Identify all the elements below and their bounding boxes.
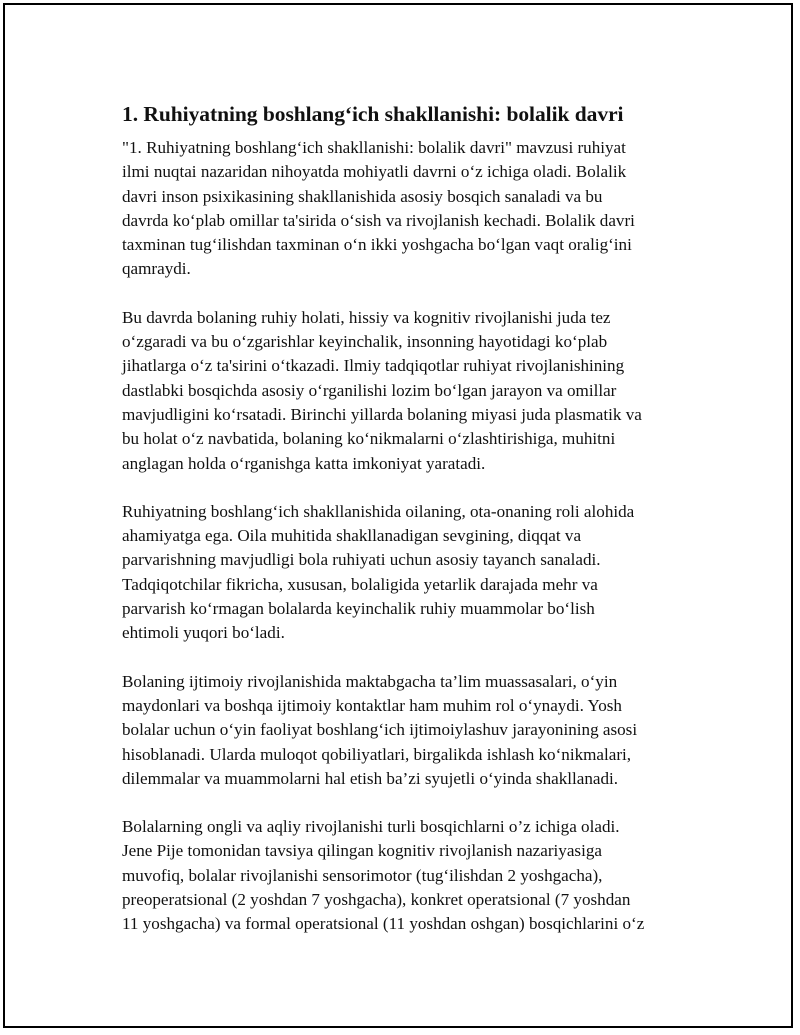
paragraph-line: parvarishning mavjudligi bola ruhiyati uchun asosiy tayanch sanaladi. [122, 550, 601, 570]
paragraph-line: 11 yoshgacha) va formal operatsional (11 yoshdan oshgan) bosqichlarini o‘z [122, 914, 645, 934]
paragraph-line: ilmi nuqtai nazaridan nihoyatda mohiyatli davrni o‘z ichiga oladi. Bolalik [122, 162, 627, 182]
page-frame [3, 3, 793, 1028]
paragraph-line: preoperatsional (2 yoshdan 7 yoshgacha), konkret operatsional (7 yoshdan [122, 890, 631, 910]
paragraph-4 [122, 670, 692, 791]
paragraph-line: Bolalarning ongli va aqliy rivojlanishi turli bosqichlarni o’z ichiga oladi. [122, 817, 620, 837]
paragraph-line: dastlabki bosqichda asosiy o‘rganilishi lozim bo‘lgan jarayon va omillar [122, 380, 617, 400]
paragraph-line: Jene Pije tomonidan tavsiya qilingan kognitiv rivojlanish nazariyasiga [122, 841, 602, 861]
document-body [122, 100, 692, 961]
paragraph-line: hisoblanadi. Ularda muloqot qobiliyatlari, birgalikda ishlash ko‘nikmalari, [122, 744, 632, 764]
paragraph-line: jihatlarga o‘z ta'sirini o‘tkazadi. Ilmiy tadqiqotlar ruhiyat rivojlanishining [122, 356, 625, 376]
paragraph-line: dilemmalar va muammolarni hal etish ba’zi syujetli o‘yinda shakllanadi. [122, 768, 619, 788]
paragraph-3 [122, 500, 692, 646]
paragraph-line: qamraydi. [122, 259, 191, 279]
paragraph-line: Bu davrda bolaning ruhiy holati, hissiy va kognitiv rivojlanishi juda tez [122, 307, 611, 327]
paragraph-line: Bolaning ijtimoiy rivojlanishida maktabgacha ta’lim muassasalari, o‘yin [122, 671, 618, 691]
paragraph-line: muvofiq, bolalar rivojlanishi sensorimotor (tug‘ilishdan 2 yoshgacha), [122, 865, 603, 885]
paragraph-line: Ruhiyatning boshlang‘ich shakllanishida oilaning, ota-onaning roli alohida [122, 501, 635, 521]
paragraph-line: bolalar uchun o‘yin faoliyat boshlang‘ich ijtimoiylashuv jarayonining asosi [122, 720, 638, 740]
paragraph-line: davri inson psixikasining shakllanishida asosiy bosqich sanaladi va bu [122, 186, 603, 206]
paragraph-line: mavjudligini ko‘rsatadi. Birinchi yillarda bolaning miyasi juda plasmatik va [122, 404, 642, 424]
paragraph-line: ehtimoli yuqori bo‘ladi. [122, 623, 285, 643]
document-title: 1. Ruhiyatning boshlang‘ich shakllanishi: bolalik davri [122, 102, 624, 126]
paragraph-line: bu holat o‘z navbatida, bolaning ko‘nikmalarni o‘zlashtirishiga, muhitni [122, 429, 616, 449]
paragraph-2 [122, 306, 692, 476]
paragraph-line: taxminan tug‘ilishdan taxminan o‘n ikki yoshgacha bo‘lgan vaqt oralig‘ini [122, 235, 632, 255]
paragraph-line: anglagan holda o‘rganishga katta imkoniyat yaratadi. [122, 453, 486, 473]
paragraph-1 [122, 136, 692, 282]
paragraph-line: Tadqiqotchilar fikricha, xususan, bolaligida yetarlik darajada mehr va [122, 574, 598, 594]
paragraph-5 [122, 815, 692, 936]
paragraph-line: o‘zgaradi va bu o‘zgarishlar keyinchalik, insonning hayotidagi ko‘plab [122, 332, 608, 352]
paragraph-line: ahamiyatga ega. Oila muhitida shakllanadigan sevgining, diqqat va [122, 526, 582, 546]
paragraph-line: parvarish ko‘rmagan bolalarda keyinchalik ruhiy muammolar bo‘lish [122, 599, 595, 619]
paragraph-line: davrda ko‘plab omillar ta'sirida o‘sish va rivojlanish kechadi. Bolalik davri [122, 210, 635, 230]
paragraph-line: "1. Ruhiyatning boshlang‘ich shakllanishi: bolalik davri" mavzusi ruhiyat [122, 138, 626, 157]
paragraph-line: maydonlari va boshqa ijtimoiy kontaktlar ham muhim rol o‘ynaydi. Yosh [122, 695, 622, 715]
